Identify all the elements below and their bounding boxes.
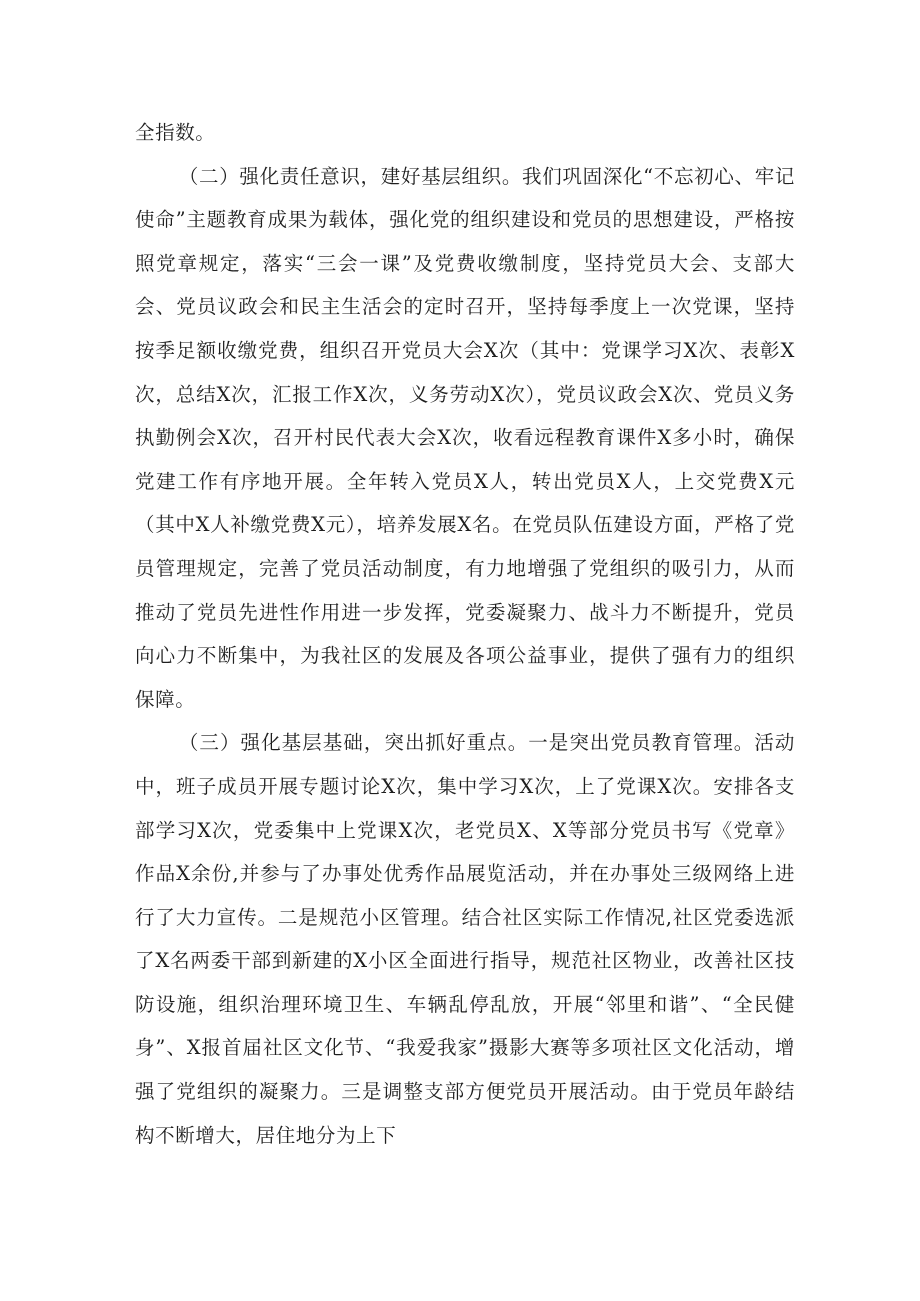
paragraph-section-3: （三）强化基层基础，突出抓好重点。一是突出党员教育管理。活动中，班子成员开展专题讨论X次，集中学习X次，上了党课X次。安排各支部学习X次，党委集中上党课X次，老党员X、X等部分党员书写《党章》作品X余份,并参与了办事处优秀作品展览活动，并在办事处三级网络上进行了大力宣传。二是规范小区管理。结合社区实际工作情况,社区党委选派了X名两委干部到新建的X小区全面进行指导，规范社区物业，改善社区技防设施，组织治理环境卫生、车辆乱停乱放，开展“邻里和谐”、“全民健身”、X报首届社区文化节、“我爱我家”摄影大赛等多项社区文化活动，增强了党组织的凝聚力。三是调整支部方便党员开展活动。由于党员年龄结构不断增大，居住地分为上下 [135,731,795,1147]
document-body [135,111,795,1157]
paragraph-continuation: 全指数。 [135,121,216,144]
paragraph-section-2: （二）强化责任意识，建好基层组织。我们巩固深化“不忘初心、牢记使命”主题教育成果为载体，强化党的组织建设和党员的思想建设，严格按照党章规定，落实“三会一课”及党费收缴制度，坚持党员大会、支部大会、党员议政会和民主生活会的定时召开，坚持每季度上一次党课，坚持按季足额收缴党费，组织召开党员大会X次（其中：党课学习X次、表彰X次，总结X次，汇报工作X次，义务劳动X次），党员议政会X次、党员义务执勤例会X次，召开村民代表大会X次，收看远程教育课件X多小时，确保党建工作有序地开展。全年转入党员X人，转出党员X人，上交党费X元（其中X人补缴党费X元），培养发展X名。在党员队伍建设方面，严格了党员管理规定，完善了党员活动制度，有力地增强了党组织的吸引力，从而推动了党员先进性作用进一步发挥，党委凝聚力、战斗力不断提升，党员向心力不断集中，为我社区的发展及各项公益事业，提供了强有力的组织保障。 [135,164,795,711]
